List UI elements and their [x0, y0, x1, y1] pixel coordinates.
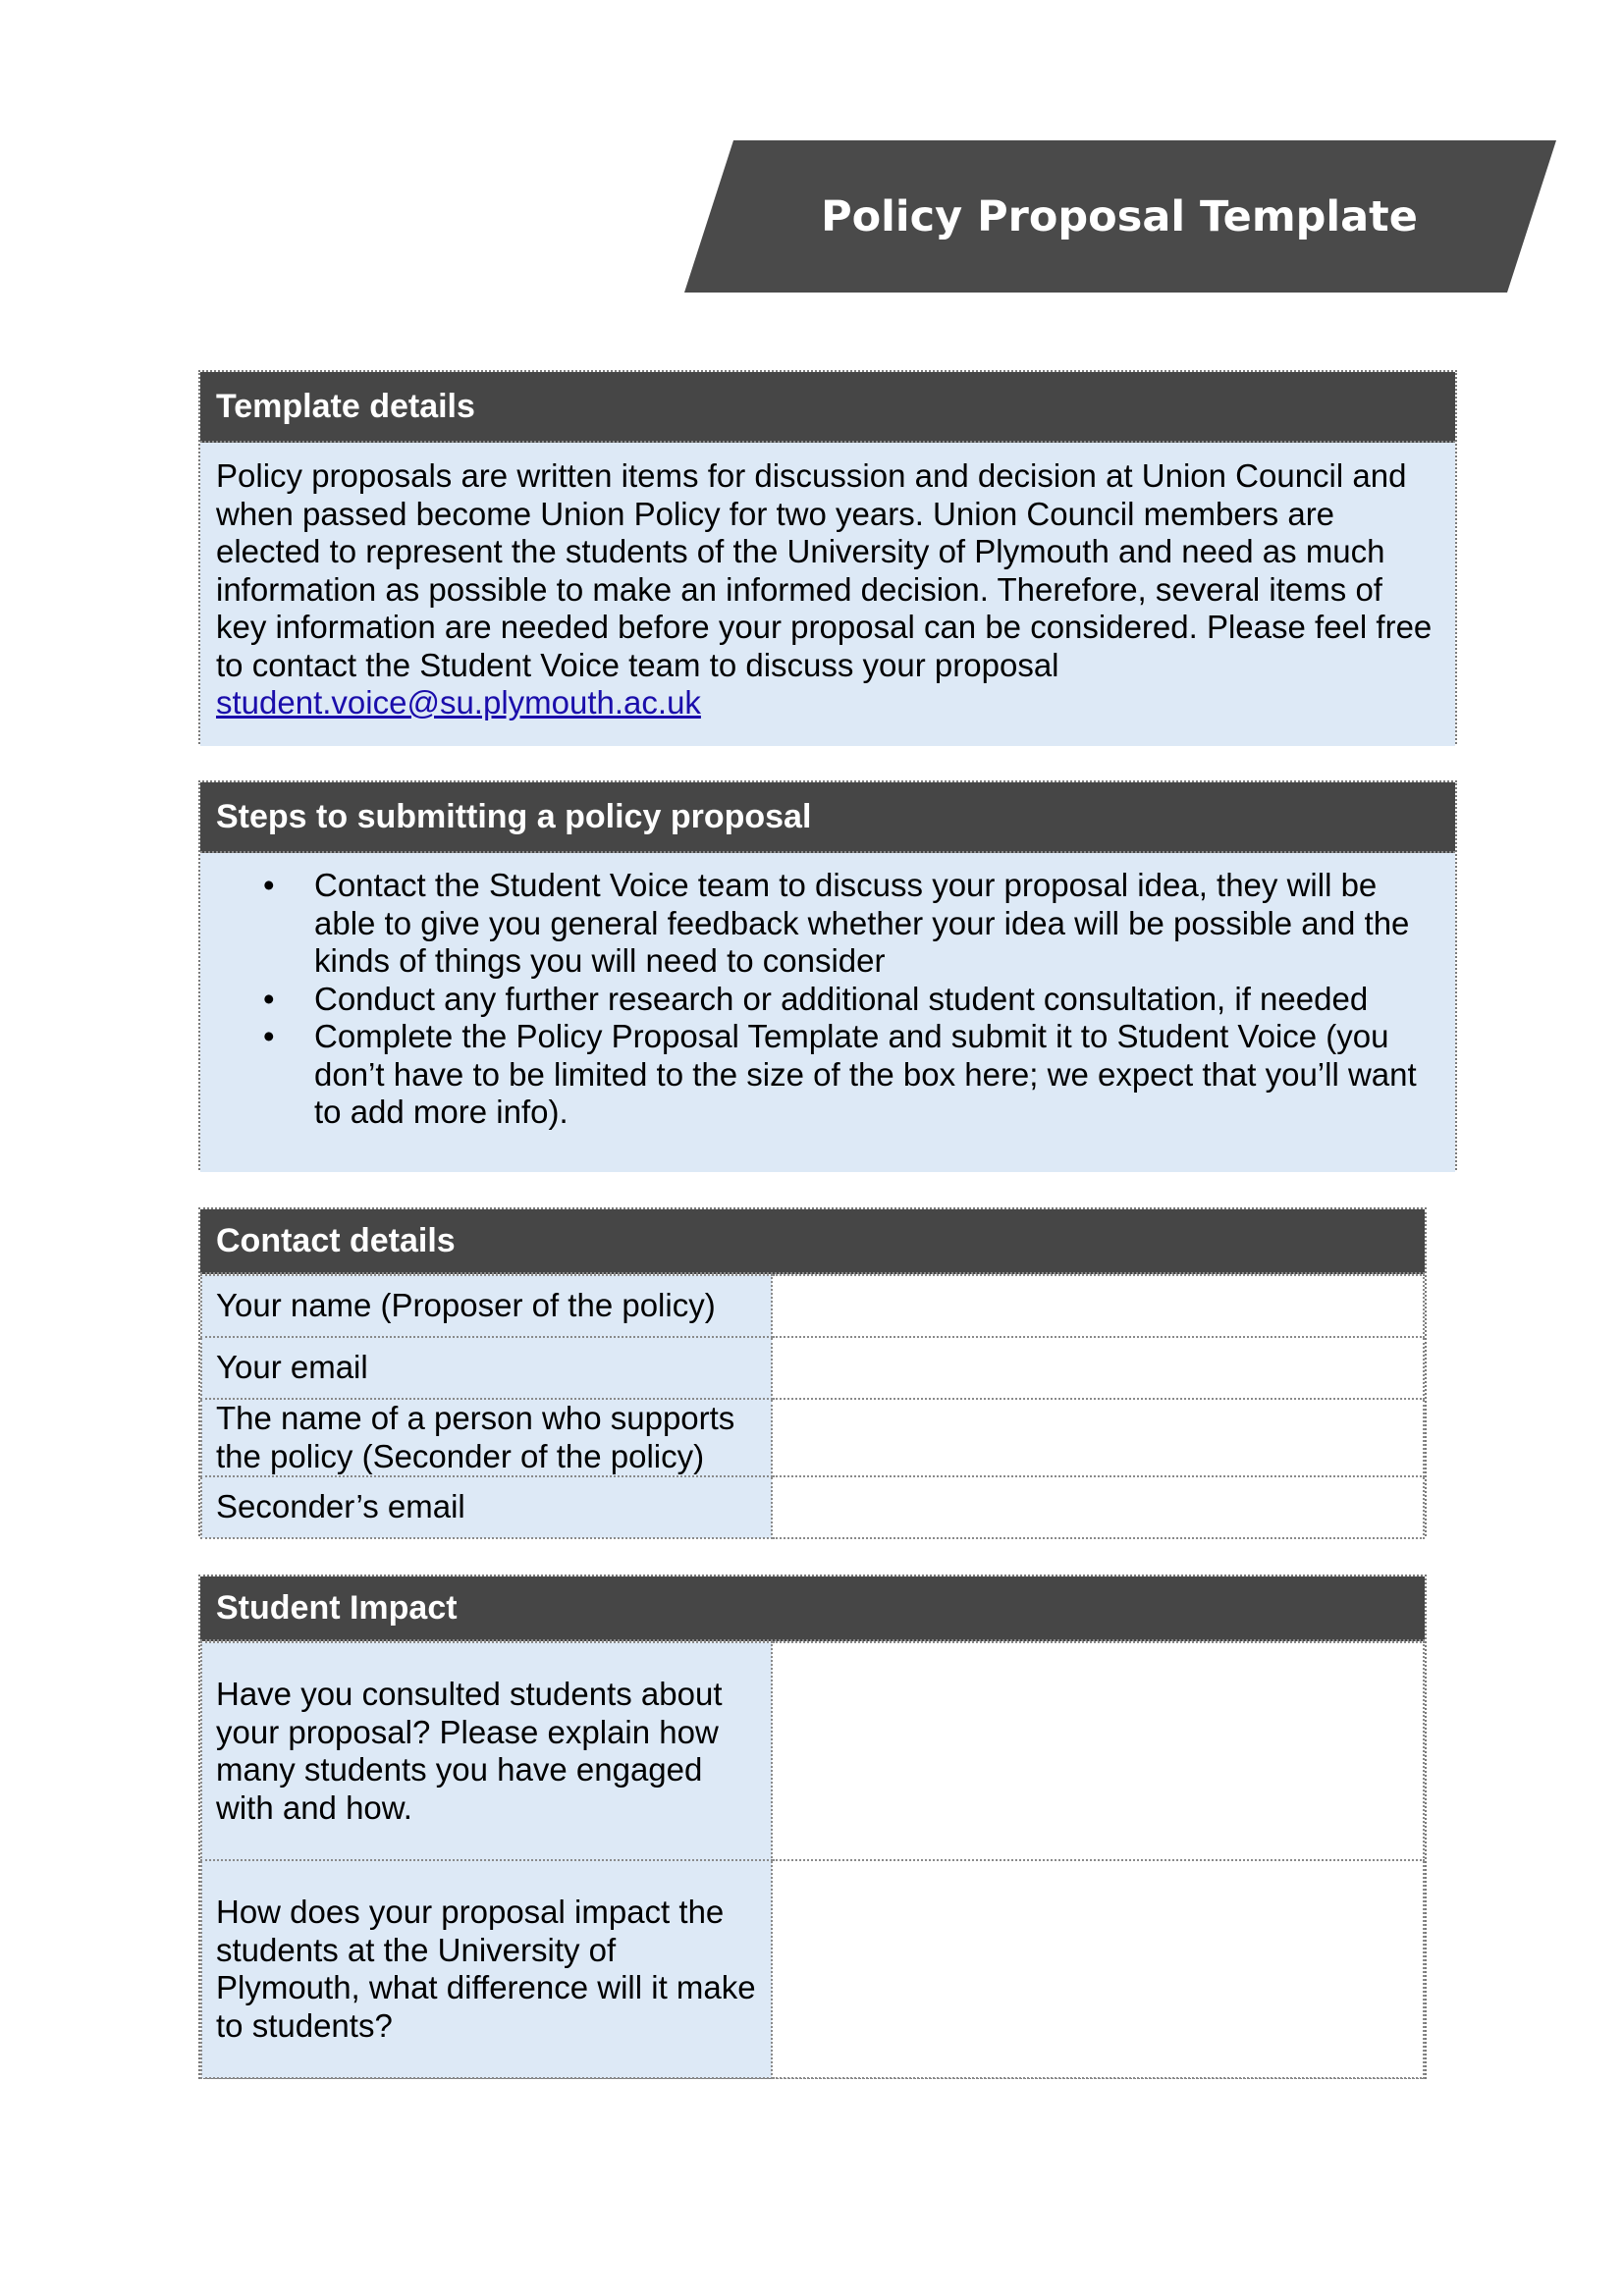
template-details-body — [200, 443, 1455, 746]
steps-list — [200, 867, 1455, 1132]
seconder-name-label: The name of a person who supports the policy (Seconder of the policy) — [201, 1399, 772, 1476]
step-text: Complete the Policy Proposal Template and submit it to Student Voice (you don’t have to be limited to the size of the box here; we expect that you’ll want to add more info). — [314, 1018, 1417, 1130]
page-title: Policy Proposal Template — [821, 191, 1418, 241]
consultation-question-label: Have you consulted students about your proposal? Please explain how many students you have engaged with and how. — [201, 1642, 772, 1860]
proposer-email-field[interactable] — [772, 1337, 1424, 1399]
seconder-email-label: Seconder’s email — [201, 1476, 772, 1538]
consultation-answer-field[interactable] — [772, 1642, 1424, 1860]
bullet-icon: • — [263, 980, 275, 1017]
seconder-name-field[interactable] — [772, 1399, 1424, 1476]
table-row — [201, 1337, 1424, 1399]
steps-heading: Steps to submitting a policy proposal — [200, 782, 1455, 853]
seconder-email-field[interactable] — [772, 1476, 1424, 1538]
bullet-icon: • — [263, 1018, 275, 1054]
proposer-email-label: Your email — [201, 1337, 772, 1399]
steps-body — [200, 853, 1455, 1172]
student-impact-section — [198, 1575, 1427, 2079]
proposer-name-field[interactable] — [772, 1275, 1424, 1337]
list-item — [200, 867, 1455, 981]
template-details-heading: Template details — [200, 372, 1455, 443]
steps-section — [198, 780, 1457, 1170]
template-details-text: Policy proposals are written items for discussion and decision at Union Council and when passed become Union Policy for two years. Union Council members are elected to represent the students of the University of Plymouth and need as much information as possible to make an informed decision. Therefore, several items of key information are needed before your proposal can be considered. Please feel free to contact the Student Voice team to discuss your proposal — [216, 457, 1433, 683]
student-impact-heading: Student Impact — [200, 1576, 1425, 1641]
table-row — [201, 1476, 1424, 1538]
template-details-section — [198, 370, 1457, 744]
contact-details-section — [198, 1207, 1427, 1536]
student-voice-email-link[interactable]: student.voice@su.plymouth.ac.uk — [216, 684, 701, 721]
student-impact-table — [200, 1641, 1425, 2079]
impact-answer-field[interactable] — [772, 1860, 1424, 2078]
proposer-name-label: Your name (Proposer of the policy) — [201, 1275, 772, 1337]
table-row — [201, 1642, 1424, 1860]
list-item — [200, 1018, 1455, 1132]
table-row — [201, 1399, 1424, 1476]
step-text: Contact the Student Voice team to discuss your proposal idea, they will be able to give you general feedback whether your idea will be possible and the kinds of things you will need to consider — [314, 867, 1410, 979]
impact-question-label: How does your proposal impact the students at the University of Plymouth, what difference will it make to students? — [201, 1860, 772, 2078]
contact-details-table — [200, 1274, 1425, 1539]
contact-details-heading: Contact details — [200, 1209, 1425, 1274]
step-text: Conduct any further research or additional student consultation, if needed — [314, 980, 1369, 1017]
list-item — [200, 981, 1455, 1019]
table-row — [201, 1860, 1424, 2078]
bullet-icon: • — [263, 867, 275, 903]
table-row — [201, 1275, 1424, 1337]
